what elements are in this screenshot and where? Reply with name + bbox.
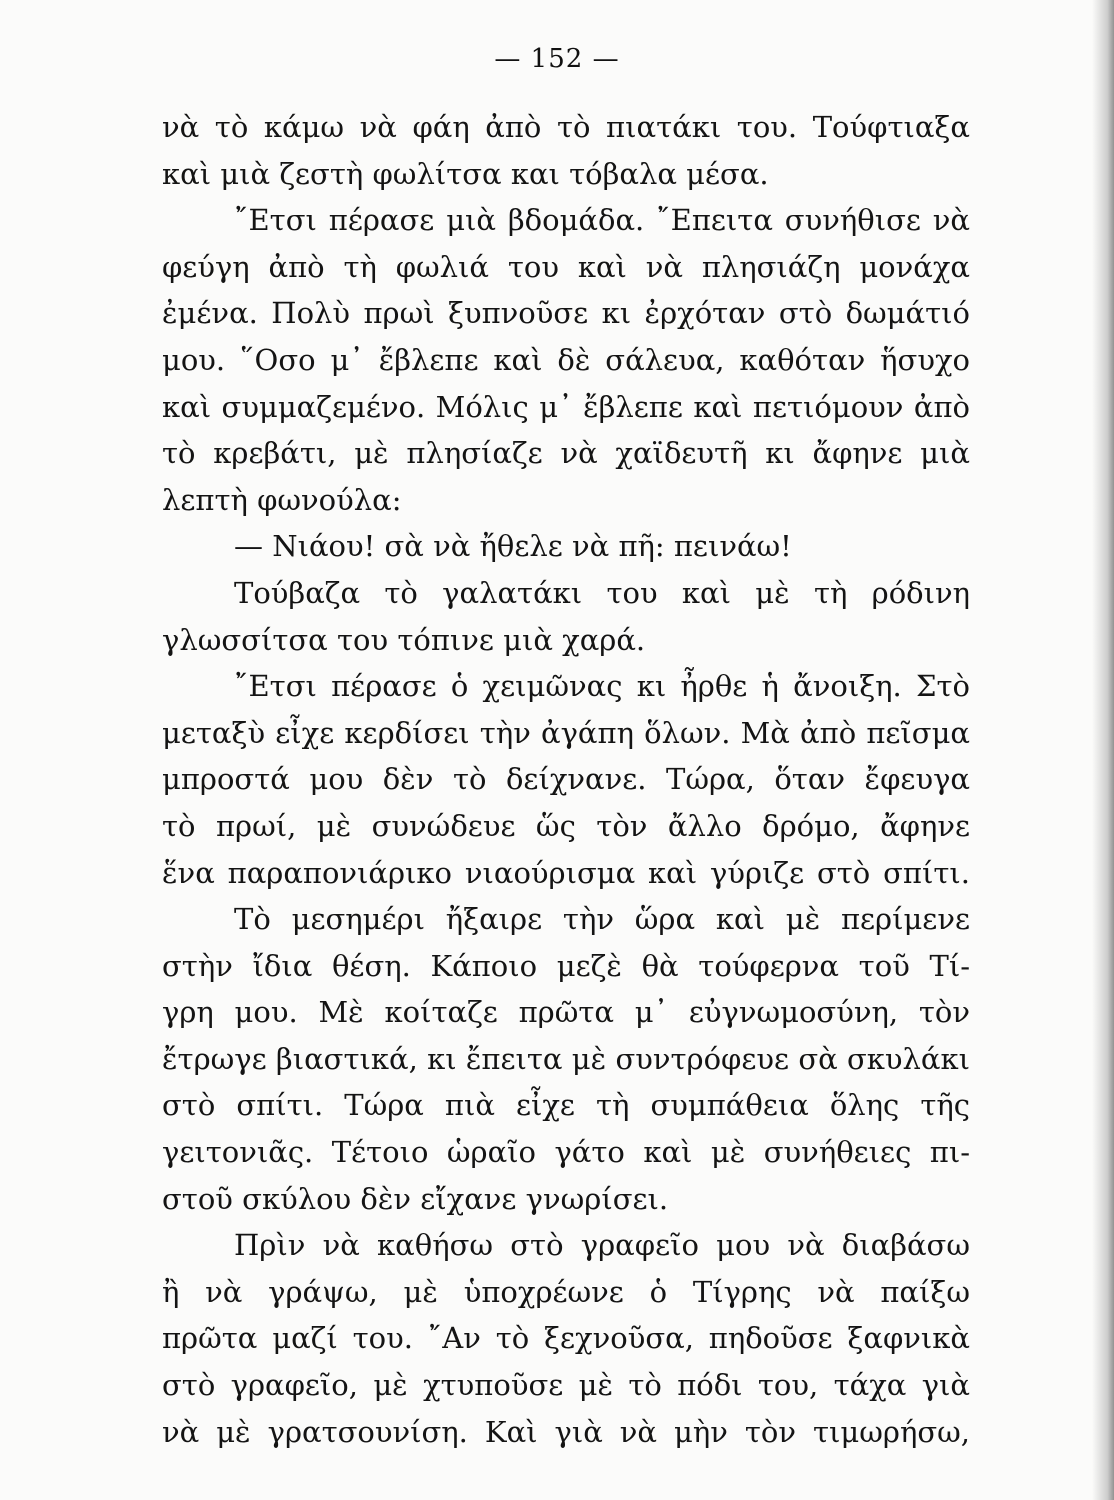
text-line: ῎Ετσι πέρασε ὁ χειμῶνας κι ἦρθε ἡ ἄνοιξη. Στὸ xyxy=(234,669,970,704)
text-line: στὸ γραφεῖο, μὲ χτυποῦσε μὲ τὸ πόδι του, τάχα γιὰ xyxy=(162,1368,970,1403)
text-line: στὴν ἴδια θέση. Κάποιο μεζὲ θὰ τούφερνα τοῦ Τί- xyxy=(162,948,970,983)
text-line: φεύγη ἀπὸ τὴ φωλιά του καὶ νὰ πλησιάζη μονάχα xyxy=(162,249,970,284)
body-text xyxy=(162,104,970,1455)
text-line: γλωσσίτσα του τόπινε μιὰ χαρά. xyxy=(162,622,646,657)
text-line: τὸ κρεβάτι, μὲ πλησίαζε νὰ χαϊδευτῆ κι ἄφηνε μιὰ xyxy=(162,436,970,471)
text-line: γειτονιᾶς. Τέτοιο ὡραῖο γάτο καὶ μὲ συνήθειες πι- xyxy=(162,1135,970,1170)
text-line: μεταξὺ εἶχε κερδίσει τὴν ἀγάπη ὅλων. Μὰ ἀπὸ πεῖσμα xyxy=(162,715,970,750)
text-line: λεπτὴ φωνούλα: xyxy=(162,482,402,517)
text-line: μπροστά μου δὲν τὸ δείχνανε. Τώρα, ὅταν ἔφευγα xyxy=(162,762,970,797)
text-line: — Νιάου! σὰ νὰ ἤθελε νὰ πῆ: πεινάω! xyxy=(234,529,792,564)
text-line: Πρὶν νὰ καθήσω στὸ γραφεῖο μου νὰ διαβάσω xyxy=(234,1228,970,1263)
text-line: νὰ μὲ γρατσουνίση. Καὶ γιὰ νὰ μὴν τὸν τιμωρήσω, xyxy=(162,1414,970,1449)
text-line: ἕνα παραπονιάρικο νιαούρισμα καὶ γύριζε στὸ σπίτι. xyxy=(162,855,970,890)
text-line: τὸ πρωί, μὲ συνώδευε ὥς τὸν ἄλλο δρόμο, ἄφηνε xyxy=(162,808,970,843)
text-line: πρῶτα μαζί του. ῎Αν τὸ ξεχνοῦσα, πηδοῦσε ξαφνικὰ xyxy=(162,1321,970,1356)
text-line: νὰ τὸ κάμω νὰ φάη ἀπὸ τὸ πιατάκι του. Τούφτιαξα xyxy=(162,110,970,144)
text-line: ῎Ετσι πέρασε μιὰ βδομάδα. ῎Επειτα συνήθισε νὰ xyxy=(234,203,970,238)
text-line: ἢ νὰ γράψω, μὲ ὑποχρέωνε ὁ Τίγρης νὰ παίξω xyxy=(162,1274,970,1309)
text-line: ἐμένα. Πολὺ πρωὶ ξυπνοῦσε κι ἐρχόταν στὸ δωμάτιό xyxy=(162,296,970,331)
text-line: ἔτρωγε βιαστικά, κι ἔπειτα μὲ συντρόφευε σὰ σκυλάκι xyxy=(162,1041,970,1076)
text-line: καὶ μιὰ ζεστὴ φωλίτσα και τόβαλα μέσα. xyxy=(162,156,769,191)
text-line: στοῦ σκύλου δὲν εἴχανε γνωρίσει. xyxy=(162,1181,669,1216)
text-line: στὸ σπίτι. Τώρα πιὰ εἶχε τὴ συμπάθεια ὅλης τῆς xyxy=(162,1088,970,1123)
text-line: Τὸ μεσημέρι ἤξαιρε τὴν ὥρα καὶ μὲ περίμενε xyxy=(234,902,970,937)
text-line: καὶ συμμαζεμένο. Μόλις μ᾿ ἔβλεπε καὶ πετιόμουν ἀπὸ xyxy=(162,389,970,424)
text-line: μου. ῞Οσο μ᾿ ἔβλεπε καὶ δὲ σάλευα, καθόταν ἥσυχο xyxy=(162,342,970,377)
page-edge-shadow xyxy=(1092,0,1114,1500)
text-line: γρη μου. Μὲ κοίταζε πρῶτα μ᾿ εὐγνωμοσύνη, τὸν xyxy=(162,995,970,1030)
text-line: Τούβαζα τὸ γαλατάκι του καὶ μὲ τὴ ρόδινη xyxy=(234,575,970,610)
page-number: — 152 — xyxy=(494,44,620,74)
